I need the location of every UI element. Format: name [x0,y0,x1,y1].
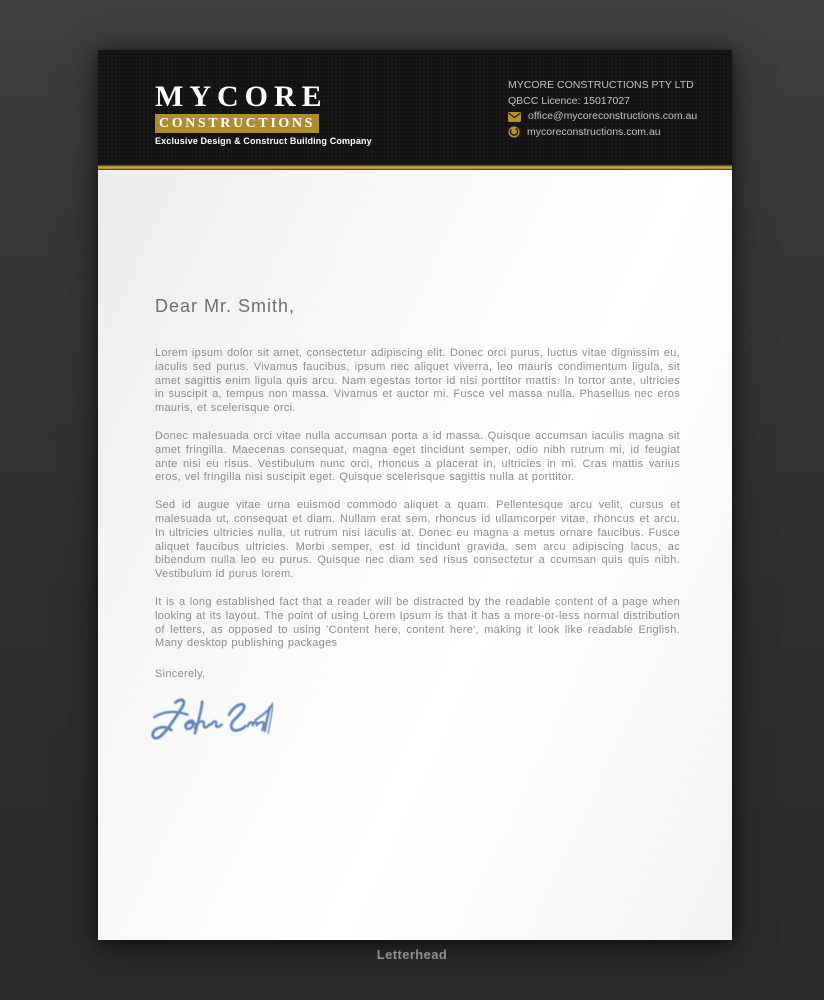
paragraph-4: It is a long established fact that a reader will be distracted by the readable content of a page when looking at its layout. The point of using Lorem Ipsum is that it has a more-or-less normal distribution of letters, as opposed to using 'Content here, content here', making it look like readable English. Many desktop publishing packages [155,595,680,650]
contact-block [508,78,697,140]
globe-icon [508,126,520,138]
logo-wordmark: MYCORE [155,80,328,113]
company-logo [155,80,372,146]
company-name: MYCORE CONSTRUCTIONS PTY LTD [508,79,694,91]
paragraph-1: Lorem ipsum dolor sit amet, consectetur adipiscing elit. Donec orci purus, luctus vitae dignissim eu, iaculis sed purus. Vivamus faucibus, ipsum nec aliquet viverra, leo mauris condimentum ligula, sit amet sagittis enim ligula quis arcu. Nam egestas tortor id nisi porttitor mattis. In tortor ante, ultricies in suscipit a, tempus non massa. Vivamus et auctor mi. Fusce vel massa nulla. Phasellus nec eros mauris, et scelerisque orci. [155,347,680,415]
letter-body [98,170,732,755]
website-row [508,125,697,141]
email-text: office@mycoreconstructions.com.au [528,110,698,122]
signature-john-smith [151,694,273,750]
letterhead-page [98,50,732,940]
salutation: Dear Mr. Smith, [155,296,296,316]
logo-subtitle-bar: CONSTRUCTIONS [155,114,319,133]
logo-tagline: Exclusive Design & Construct Building Company [155,136,372,146]
mockup-caption: Letterhead [376,947,448,962]
website-text: mycoreconstructions.com.au [527,125,661,138]
letterhead-header [98,50,732,165]
envelope-icon [508,112,521,122]
paragraph-3: Sed id augue vitae urna euismod commodo aliquet a quam. Pellentesque arcu velit, cursus et malesuada ut, consequat et diam. Nullam erat sem, rhoncus id ullamcorper vitae, rhoncus et arcu. In ultricies ultricies nulla, ut rutrum nisi iaculis at. Donec eu magna a metus ornare faucibus. Fusce aliquet faucibus ultricies. Morbi semper, est id tincidunt gravida, sem arcu adipiscing lacus, ac bibendum nulla leo eu purus. Quisque nec diam sed risus consectetur a ccumsan quis quis nibh. Vestibulum id purus lorem. [155,499,680,581]
paragraph-2: Donec malesuada orci vitae nulla accumsan porta a id massa. Quisque accumsan iaculis magna sit amet fringilla. Maecenas consequat, magna eget tincidunt semper, odio nibh rutrum mi, id feugiat ante nisi eu risus. Vestibulum nunc orci, rhoncus a placerat in, ultricies in mi. Cras mattis varius eros, vel fringilla nisi suscipit eget. Quisque scelerisque sagittis nulla at porttitor. [155,429,680,484]
closing: Sincerely, [155,668,206,681]
licence-number: QBCC Licence: 15017027 [508,94,630,107]
email-row [508,109,697,125]
